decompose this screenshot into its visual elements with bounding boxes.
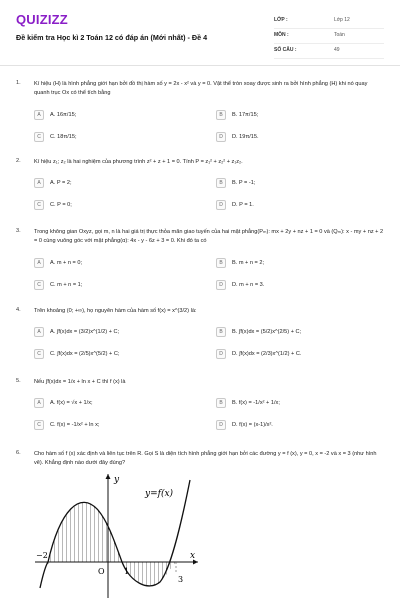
question-3 xyxy=(16,228,386,298)
option-text: C. m + n = 1; xyxy=(50,282,83,288)
meta-label: LỚP : xyxy=(274,17,288,23)
y-axis-arrow xyxy=(106,474,111,479)
option-letter: A xyxy=(34,258,44,268)
option-b[interactable] xyxy=(216,327,386,339)
question-number: 3. xyxy=(16,228,21,234)
tick-label-3: 3 xyxy=(178,575,184,584)
meta-value: Lớp 12 xyxy=(334,17,350,23)
document-title: Đề kiểm tra Học kì 2 Toán 12 có đáp án (Mới nhất) - Đề 4 xyxy=(16,33,208,42)
option-a[interactable] xyxy=(34,178,204,190)
origin-label: O xyxy=(98,567,105,576)
option-letter: A xyxy=(34,327,44,337)
option-letter: B xyxy=(216,110,226,120)
option-text: B. ∫f(x)dx = (5/2)x^(2/5) + C; xyxy=(232,329,302,335)
tick-label-neg2: −2 xyxy=(36,551,48,560)
option-a[interactable] xyxy=(34,327,204,339)
question-2 xyxy=(16,158,386,218)
question-text: Kí hiệu z₁; z₂ là hai nghiệm của phương trình z² + z + 1 = 0. Tính P = z₁² + z₂² + z₁z₂. xyxy=(34,159,243,165)
option-b[interactable] xyxy=(216,178,386,190)
question-text: Cho hàm số f (x) xác định và liên tục trên R. Gọi S là diện tích hình phẳng giới hạn bởi các đường y = f (x), y = 0, x = -2 và x = 3 (như hình vẽ). Khẳng định nào dưới đây đúng? xyxy=(34,451,377,466)
question-5 xyxy=(16,378,386,438)
option-letter: D xyxy=(216,349,226,359)
tick-label-1: 1 xyxy=(124,567,130,576)
option-a[interactable] xyxy=(34,110,204,122)
question-number: 5. xyxy=(16,378,21,384)
option-letter: C xyxy=(34,132,44,142)
option-letter: A xyxy=(34,398,44,408)
option-b[interactable] xyxy=(216,110,386,122)
question-1 xyxy=(16,80,386,150)
option-text: A. f(x) = √x + 1/x; xyxy=(50,400,93,406)
curve-label: y=f(x) xyxy=(145,489,174,499)
header xyxy=(0,0,400,66)
option-letter: C xyxy=(34,200,44,210)
option-letter: C xyxy=(34,420,44,430)
option-letter: D xyxy=(216,420,226,430)
meta-row-class xyxy=(274,14,384,29)
option-b[interactable] xyxy=(216,258,386,270)
y-axis-label: y xyxy=(114,475,120,485)
option-text: B. f(x) = -1/x² + 1/x; xyxy=(232,400,280,406)
option-c[interactable] xyxy=(34,420,204,432)
option-d[interactable] xyxy=(216,200,386,212)
option-text: D. f(x) = (x-1)/x². xyxy=(232,422,273,428)
option-text: B. P = -1; xyxy=(232,180,256,186)
option-c[interactable] xyxy=(34,280,204,292)
option-letter: C xyxy=(34,280,44,290)
meta-row-count xyxy=(274,44,384,59)
meta-value: 49 xyxy=(334,47,340,53)
question-text: Nếu ∫f(x)dx = 1/x + ln x + C thì f (x) là xyxy=(34,379,126,385)
meta-row-subject xyxy=(274,29,384,44)
question-text: Trên khoảng (0; +∞), họ nguyên hàm của hàm số f(x) = x^(3/2) là: xyxy=(34,308,197,314)
option-text: A. ∫f(x)dx = (3/2)x^(1/2) + C; xyxy=(50,329,120,335)
option-d[interactable] xyxy=(216,420,386,432)
option-letter: A xyxy=(34,178,44,188)
option-text: B. m + n = 2; xyxy=(232,260,265,266)
question-4 xyxy=(16,307,386,367)
question-text: Trong không gian Oxyz, gọi m, n là hai giá trị thực thỏa mãn giao tuyến của hai mặt phẳng(Pₘ): mx + 2y + nz + 1 = 0 và (Qₘ): x - my + nz + 2 = 0 cùng vuông góc với mặt phẳng(α): 4x - y - 6z + 3 = 0. Khi đó ta có xyxy=(34,229,384,244)
option-text: D. 19π/15. xyxy=(232,134,259,140)
option-d[interactable] xyxy=(216,280,386,292)
option-text: D. ∫f(x)dx = (2/3)x^(1/2) + C. xyxy=(232,351,302,357)
option-text: C. P = 0; xyxy=(50,202,72,208)
meta-label: MÔN : xyxy=(274,32,289,38)
option-text: C. ∫f(x)dx = (2/5)x^(5/2) + C; xyxy=(50,351,120,357)
option-b[interactable] xyxy=(216,398,386,410)
x-axis-label: x xyxy=(190,551,196,561)
option-text: D. m + n = 3. xyxy=(232,282,265,288)
option-letter: B xyxy=(216,178,226,188)
function-graph xyxy=(30,470,200,600)
option-c[interactable] xyxy=(34,132,204,144)
option-letter: C xyxy=(34,349,44,359)
option-text: C. 18π/15; xyxy=(50,134,77,140)
option-a[interactable] xyxy=(34,258,204,270)
option-letter: D xyxy=(216,200,226,210)
option-text: A. P = 2; xyxy=(50,180,72,186)
option-a[interactable] xyxy=(34,398,204,410)
option-letter: D xyxy=(216,280,226,290)
option-letter: B xyxy=(216,398,226,408)
option-text: A. 16π/15; xyxy=(50,112,77,118)
meta-table xyxy=(274,14,384,59)
question-text: Kí hiệu (H) là hình phẳng giới hạn bởi đồ thị hàm số y = 2x - x² và y = 0. Vật thể tròn xoay được sinh ra bởi hình phẳng (H) khi nó quay quanh trục Ox có thể tích bằng xyxy=(34,81,368,96)
option-letter: D xyxy=(216,132,226,142)
quizizz-logo: QUIZIZZ xyxy=(16,12,68,27)
option-d[interactable] xyxy=(216,132,386,144)
question-number: 1. xyxy=(16,80,21,86)
question-number: 2. xyxy=(16,158,21,164)
option-letter: B xyxy=(216,327,226,337)
option-c[interactable] xyxy=(34,200,204,212)
meta-value: Toán xyxy=(334,32,345,38)
question-number: 4. xyxy=(16,307,21,313)
option-letter: A xyxy=(34,110,44,120)
option-text: A. m + n = 0; xyxy=(50,260,83,266)
option-d[interactable] xyxy=(216,349,386,361)
option-text: B. 17π/15; xyxy=(232,112,259,118)
option-text: D. P = 1. xyxy=(232,202,254,208)
option-c[interactable] xyxy=(34,349,204,361)
meta-label: SỐ CÂU : xyxy=(274,47,297,53)
option-letter: B xyxy=(216,258,226,268)
question-number: 6. xyxy=(16,450,21,456)
question-6 xyxy=(16,450,386,470)
option-text: C. f(x) = -1/x² + ln x; xyxy=(50,422,100,428)
